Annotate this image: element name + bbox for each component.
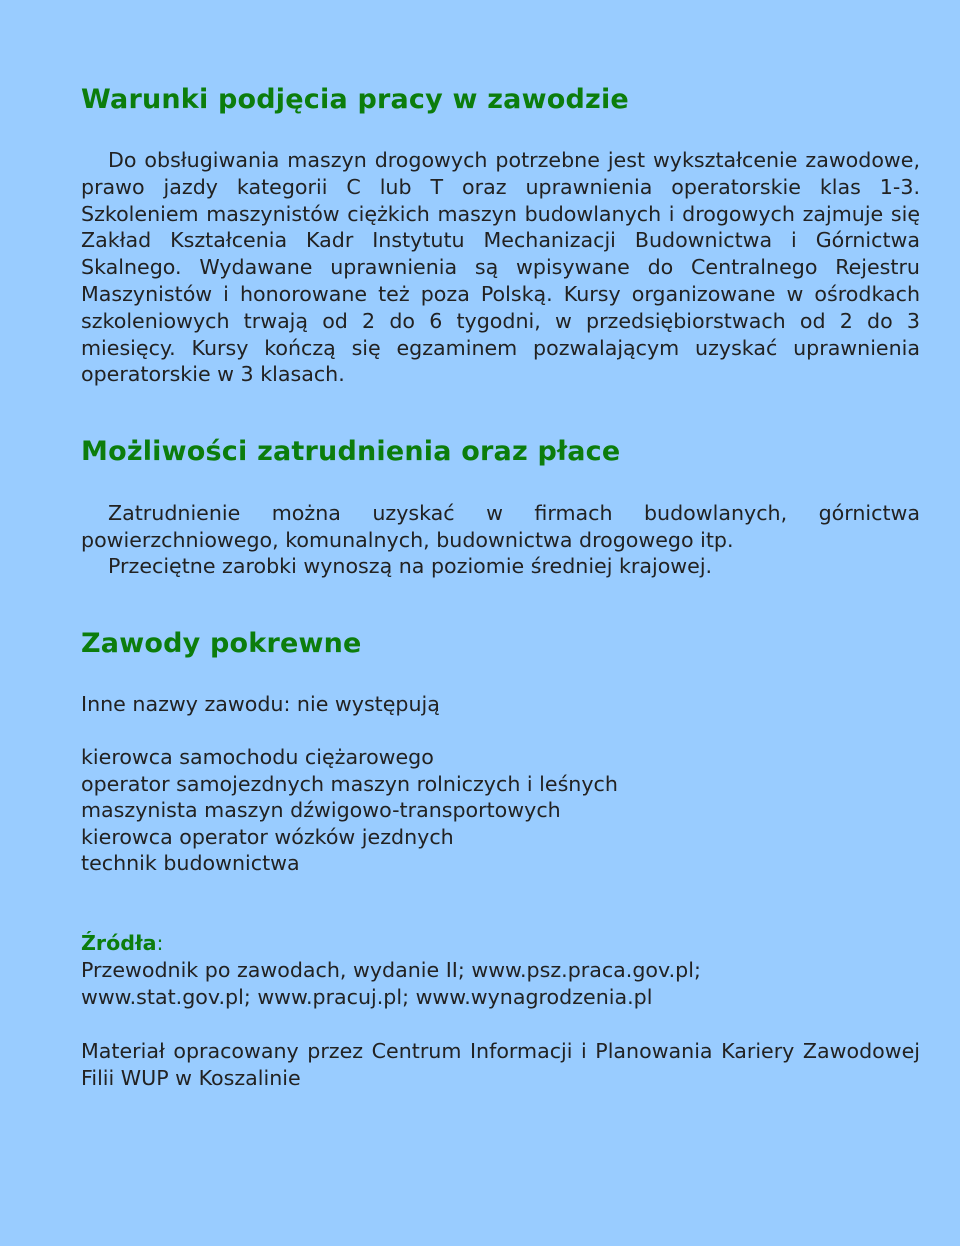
list-item: operator samojezdnych maszyn rolniczych i leśnych (81, 771, 618, 796)
employment-paragraph: Zatrudnienie można uzyskać w firmach budowlanych, górnictwa powierzchniowego, komunalnych, budownictwa drogowego itp. (81, 501, 920, 552)
sources-label: Źródła (81, 931, 157, 955)
related-professions-list (81, 744, 920, 877)
sources-block (81, 930, 920, 1010)
conditions-paragraph: Do obsługiwania maszyn drogowych potrzebne jest wykształcenie zawodowe, prawo jazdy kategorii C lub T oraz uprawnienia operatorskie klas 1-3. Szkoleniem maszynistów ciężkich maszyn budowlanych i drogowych zajmuje się Zakład Kształcenia Kadr Instytutu Mechanizacji Budownictwa i Górnictwa Skalnego. Wydawane uprawnienia są wpisywane do Centralnego Rejestru Maszynistów i honorowane też poza Polską. Kursy organizowane w ośrodkach szkoleniowych trwają od 2 do 6 tygodni, w przedsiębiorstwach od 2 do 3 miesięcy. Kursy kończą się egzaminem pozwalającym uzyskać uprawnienia operatorskie w 3 klasach. (81, 148, 920, 387)
section-title-related: Zawody pokrewne (81, 628, 362, 659)
list-item: kierowca samochodu ciężarowego (81, 745, 434, 769)
section-title-conditions: Warunki podjęcia pracy w zawodzie (81, 84, 629, 115)
other-names-line: Inne nazwy zawodu: nie występują (81, 692, 440, 716)
footer-credit: Materiał opracowany przez Centrum Informacji i Planowania Kariery Zawodowej Filii WUP w Koszalinie (81, 1039, 920, 1090)
list-item: technik budownictwa (81, 851, 300, 876)
list-item: maszynista maszyn dźwigowo-transportowych (81, 798, 561, 823)
list-item: kierowca operator wózków jezdnych (81, 824, 454, 849)
sources-heading (81, 930, 920, 957)
salary-paragraph: Przeciętne zarobki wynoszą na poziomie średniej krajowej. (108, 554, 713, 578)
sources-line-2: www.stat.gov.pl; www.pracuj.pl; www.wynagrodzenia.pl (81, 984, 653, 1009)
section-title-employment: Możliwości zatrudnienia oraz płace (81, 436, 621, 467)
sources-line-1: Przewodnik po zawodach, wydanie II; www.psz.praca.gov.pl; (81, 957, 701, 982)
sources-colon: : (156, 931, 164, 955)
